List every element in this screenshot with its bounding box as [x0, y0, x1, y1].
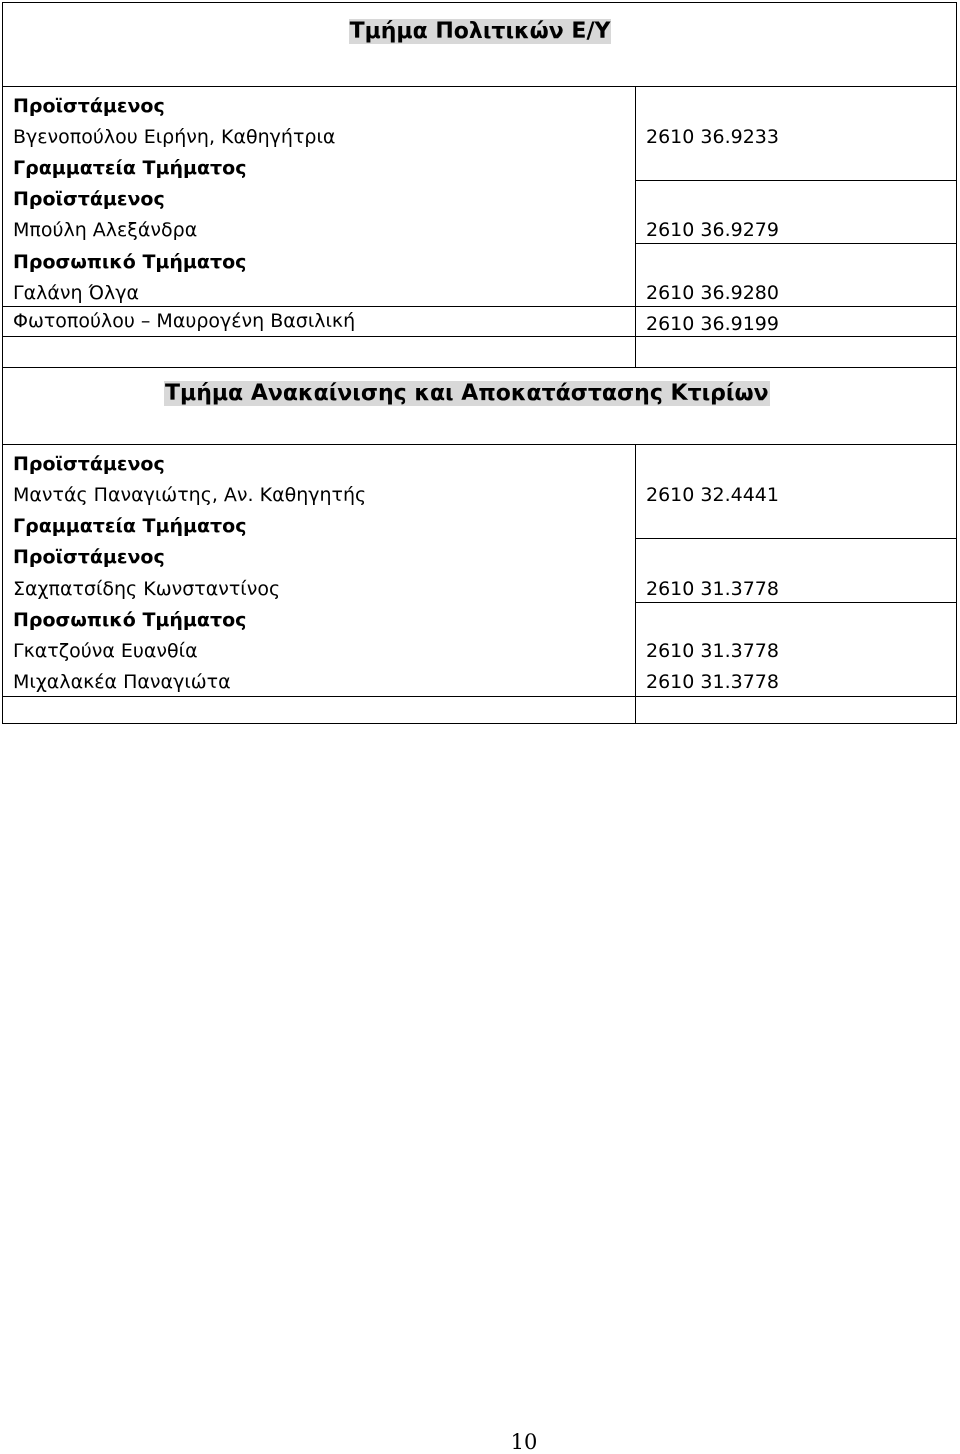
row-divider [2, 367, 957, 368]
person-name: Σαχπατσίδης Κωνσταντίνος [13, 578, 281, 600]
phone-number: 2610 36.9199 [646, 313, 779, 335]
column-divider [635, 86, 636, 367]
role-label: Προϊστάμενος [13, 546, 165, 568]
phone-number: 2610 36.9233 [646, 126, 779, 148]
role-label: Γραμματεία Τμήματος [13, 515, 247, 537]
role-label: Προσωπικό Τμήματος [13, 251, 247, 273]
person-name: Φωτοπούλου – Μαυρογένη Βασιλική [13, 310, 356, 332]
person-name: Γαλάνη Όλγα [13, 282, 140, 304]
phone-number: 2610 36.9279 [646, 219, 779, 241]
section-title: Τμήμα Πολιτικών Ε/Υ [349, 19, 611, 44]
section-title: Τμήμα Ανακαίνισης και Αποκατάστασης Κτιρίων [165, 381, 769, 406]
role-label: Γραμματεία Τμήματος [13, 157, 247, 179]
row-divider [2, 696, 957, 697]
role-label: Προσωπικό Τμήματος [13, 609, 247, 631]
row-divider [2, 336, 957, 337]
row-divider [635, 538, 957, 539]
phone-number: 2610 36.9280 [646, 282, 779, 304]
person-name: Μιχαλακέα Παναγιώτα [13, 671, 231, 693]
row-divider [2, 86, 957, 87]
row-divider [635, 243, 957, 244]
role-label: Προϊστάμενος [13, 188, 165, 210]
phone-number: 2610 31.3778 [646, 671, 779, 693]
column-divider [635, 444, 636, 724]
person-name: Μαντάς Παναγιώτης, Αν. Καθηγητής [13, 484, 367, 506]
phone-number: 2610 32.4441 [646, 484, 779, 506]
phone-number: 2610 31.3778 [646, 640, 779, 662]
row-divider [2, 444, 957, 445]
phone-number: 2610 31.3778 [646, 578, 779, 600]
person-name: Μπούλη Αλεξάνδρα [13, 219, 198, 241]
person-name: Γκατζούνα Ευανθία [13, 640, 198, 662]
row-divider [635, 180, 957, 181]
role-label: Προϊστάμενος [13, 453, 165, 475]
role-label: Προϊστάμενος [13, 95, 165, 117]
page-number: 10 [510, 1430, 538, 1454]
person-name: Βγενοπούλου Ειρήνη, Καθηγήτρια [13, 126, 336, 148]
row-divider [635, 602, 957, 603]
row-divider [2, 306, 957, 307]
